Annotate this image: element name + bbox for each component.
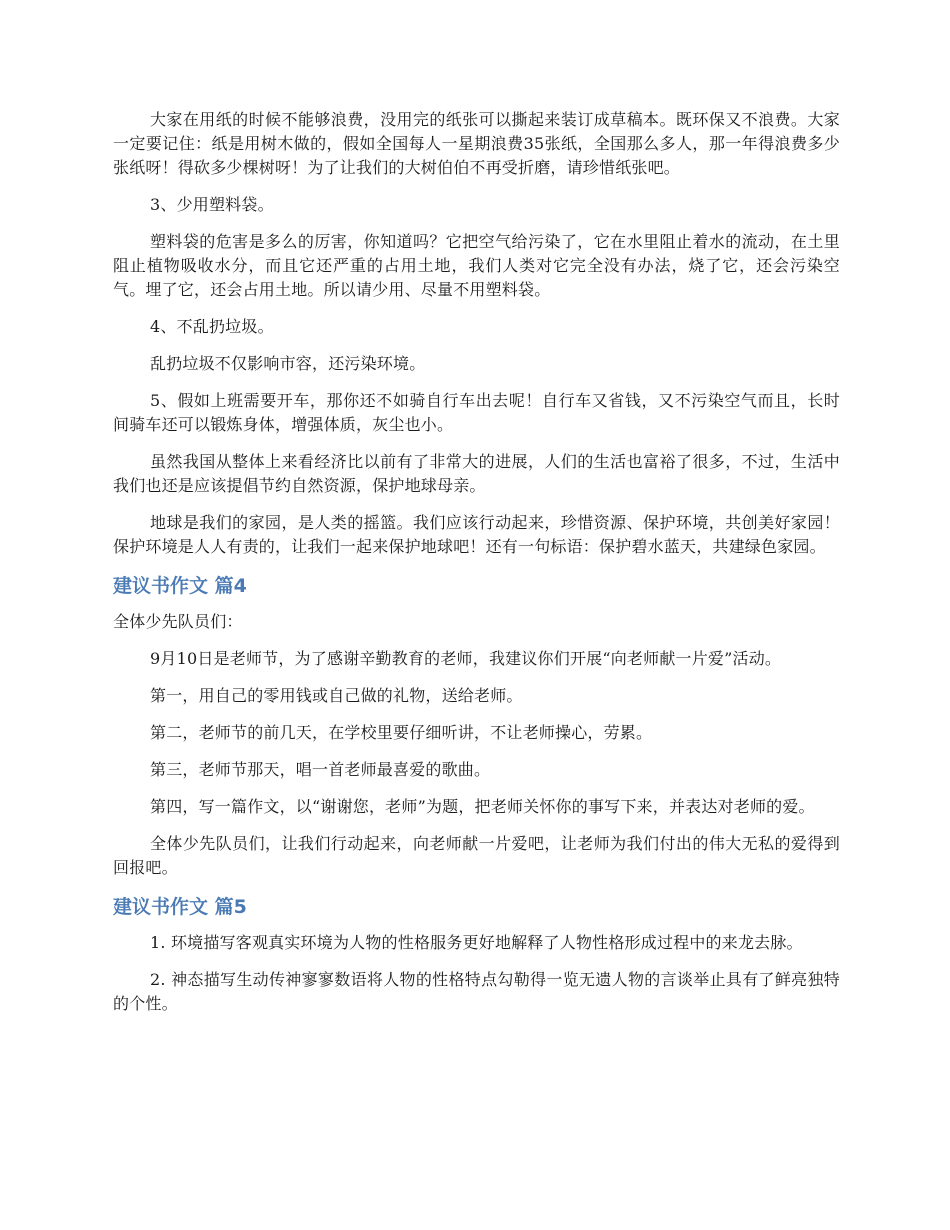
paragraph-save-resources: 虽然我国从整体上来看经济比以前有了非常大的进展，人们的生活也富裕了很多，不过，生活中我们也还是应该提倡节约自然资源，保护地球母亲。: [113, 452, 840, 495]
paragraph-earth-home: 地球是我们的家园，是人类的摇篮。我们应该行动起来，珍惜资源、保护环境，共创美好家园！保护环境是人人有责的，让我们一起来保护地球吧！还有一句标语：保护碧水蓝天，共建绿色家园。: [113, 513, 840, 556]
paragraph-plastic-harm: 塑料袋的危害是多么的厉害，你知道吗？它把空气给污染了，它在水里阻止着水的流动，在土里阻止植物吸收水分，而且它还严重的占用土地，我们人类对它完全没有办法，烧了它，还会污染空气。埋了它，还会占用土地。所以请少用、尽量不用塑料袋。: [113, 232, 840, 299]
list-item-litter: 4、不乱扔垃圾。: [150, 317, 274, 336]
list-item-environment-description: 1. 环境描写客观真实环境为人物的性格服务更好地解释了人物性格形成过程中的来龙去脉。: [150, 933, 803, 952]
section-heading-4: 建议书作文 篇4: [113, 575, 247, 597]
paragraph-closing: 全体少先队员们，让我们行动起来，向老师献一片爱吧，让老师为我们付出的伟大无私的爱得到回报吧。: [113, 834, 840, 877]
paragraph-teachers-day: 9月10日是老师节，为了感谢辛勤教育的老师，我建议你们开展“向老师献一片爱”活动。: [150, 649, 782, 668]
suggestion-second: 第二，老师节的前几天，在学校里要仔细听讲，不让老师操心，劳累。: [150, 723, 653, 742]
list-item-plastic-bags: 3、少用塑料袋。: [150, 195, 274, 214]
section-heading-5: 建议书作文 篇5: [113, 896, 247, 918]
paragraph-paper-saving: 大家在用纸的时候不能够浪费，没用完的纸张可以撕起来装订成草稿本。既环保又不浪费。大家一定要记住：纸是用树木做的，假如全国每人一星期浪费35张纸，全国那么多人，那一年得浪费多少张纸呀！得砍多少棵树呀！为了让我们的大树伯伯不再受折磨，请珍惜纸张吧。: [113, 110, 840, 177]
document-page: [113, 108, 840, 1016]
list-item-bicycle: 5、假如上班需要开车，那你还不如骑自行车出去呢！自行车又省钱，又不污染空气而且，长时间骑车还可以锻炼身体，增强体质，灰尘也小。: [113, 391, 840, 434]
suggestion-fourth: 第四，写一篇作文，以“谢谢您，老师”为题，把老师关怀你的事写下来，并表达对老师的爱。: [150, 797, 815, 816]
letter-greeting: 全体少先队员们：: [113, 612, 243, 631]
suggestion-third: 第三，老师节那天，唱一首老师最喜爱的歌曲。: [150, 760, 491, 779]
suggestion-first: 第一，用自己的零用钱或自己做的礼物，送给老师。: [150, 686, 523, 705]
paragraph-litter: 乱扔垃圾不仅影响市容，还污染环境。: [150, 354, 426, 373]
list-item-expression-description: 2. 神态描写生动传神寥寥数语将人物的性格特点勾勒得一览无遗人物的言谈举止具有了鲜亮独特的个性。: [113, 970, 840, 1013]
